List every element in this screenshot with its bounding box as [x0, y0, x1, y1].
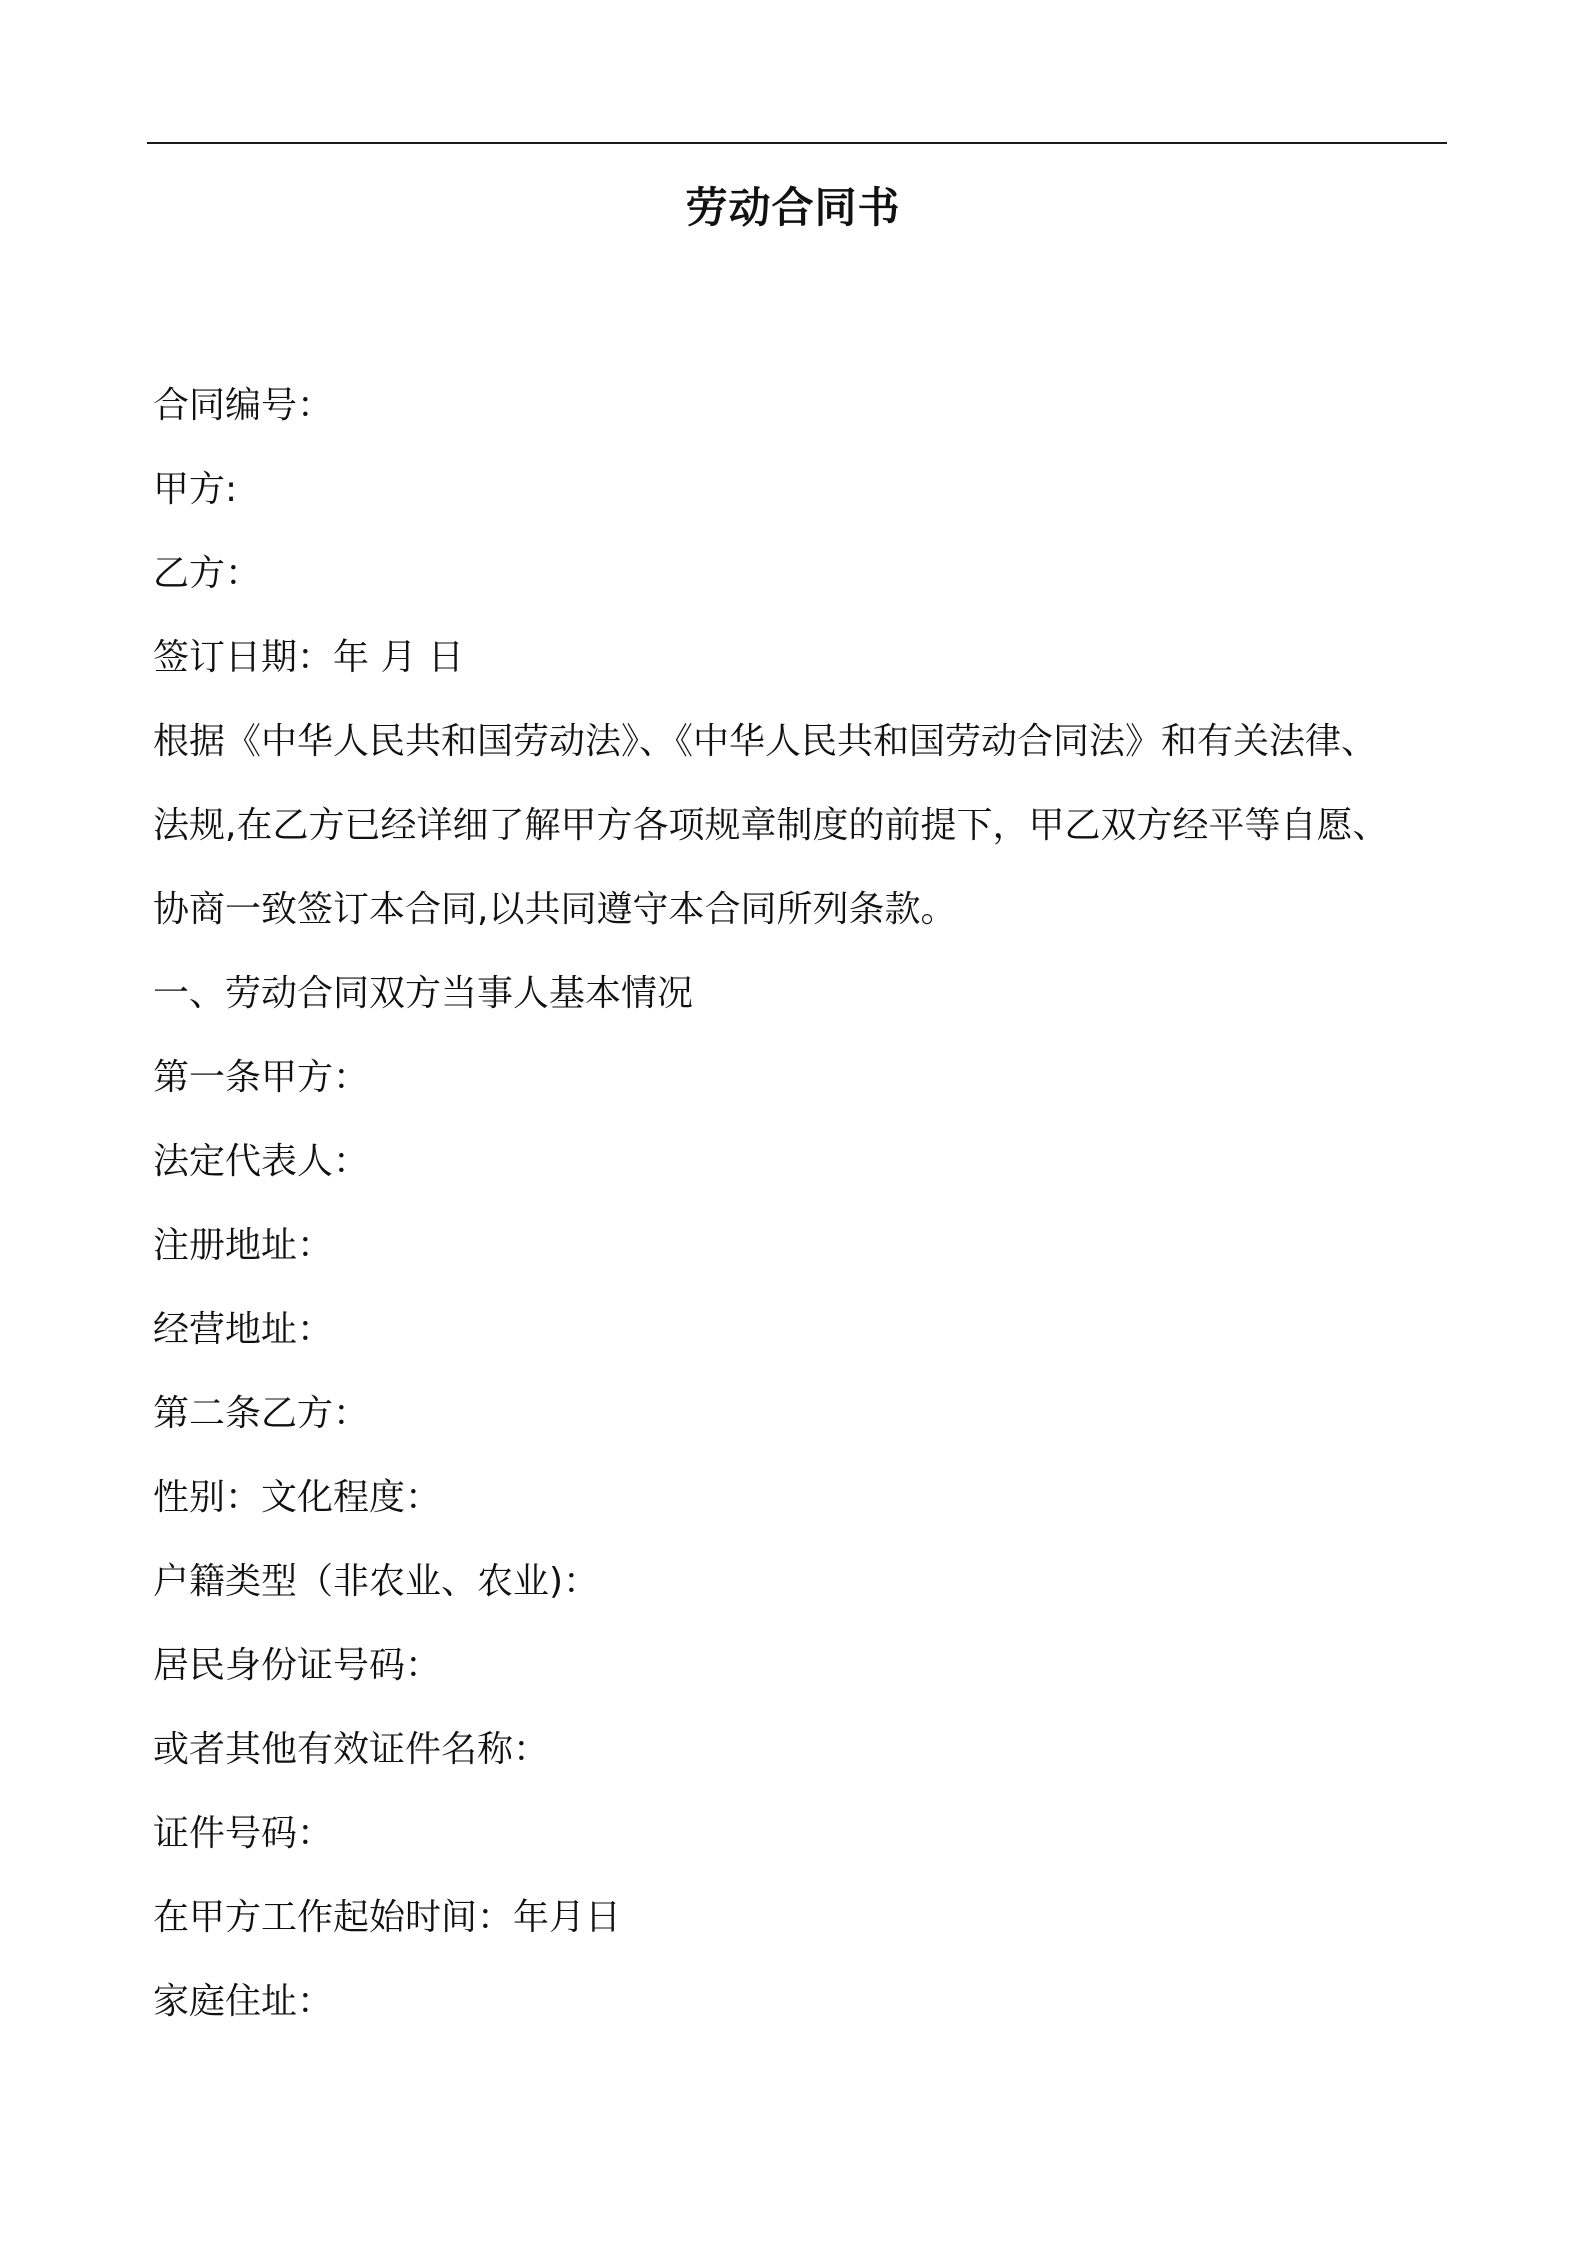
- id-document-number-line: 证件号码：: [153, 1813, 334, 1854]
- household-type-line: 户籍类型（非农业、农业)：: [153, 1561, 600, 1602]
- document-title: 劳动合同书: [685, 183, 901, 232]
- party-b-line: 乙方：: [153, 553, 262, 594]
- legal-representative-line: 法定代表人：: [153, 1141, 370, 1182]
- preamble-line-1: 根据《中华人民共和国劳动法》、《中华人民共和国劳动合同法》和有关法律、: [153, 721, 1378, 762]
- preamble-line-2: 法规,在乙方已经详细了解甲方各项规章制度的前提下，甲乙双方经平等自愿、: [153, 805, 1389, 846]
- signing-date-line: 签订日期：年 月 日: [153, 637, 464, 678]
- business-address-line: 经营地址：: [153, 1309, 334, 1350]
- home-address-line: 家庭住址：: [153, 1981, 334, 2022]
- contract-number-line: 合同编号：: [153, 385, 334, 426]
- section-heading-1: 一、劳动合同双方当事人基本情况: [153, 973, 694, 1014]
- registered-address-line: 注册地址：: [153, 1225, 334, 1266]
- preamble-line-3: 协商一致签订本合同,以共同遵守本合同所列条款。: [153, 889, 957, 930]
- id-number-line: 居民身份证号码：: [153, 1645, 442, 1686]
- document-body: [153, 364, 1453, 2044]
- header-rule: [147, 142, 1447, 144]
- gender-education-line: 性别：文化程度：: [153, 1477, 442, 1518]
- party-a-line: 甲方:: [153, 469, 238, 510]
- article-2-party-b: 第二条乙方：: [153, 1393, 370, 1434]
- article-1-party-a: 第一条甲方：: [153, 1057, 370, 1098]
- start-date-line: 在甲方工作起始时间：年月日: [153, 1897, 622, 1938]
- other-id-name-line: 或者其他有效证件名称：: [153, 1729, 550, 1770]
